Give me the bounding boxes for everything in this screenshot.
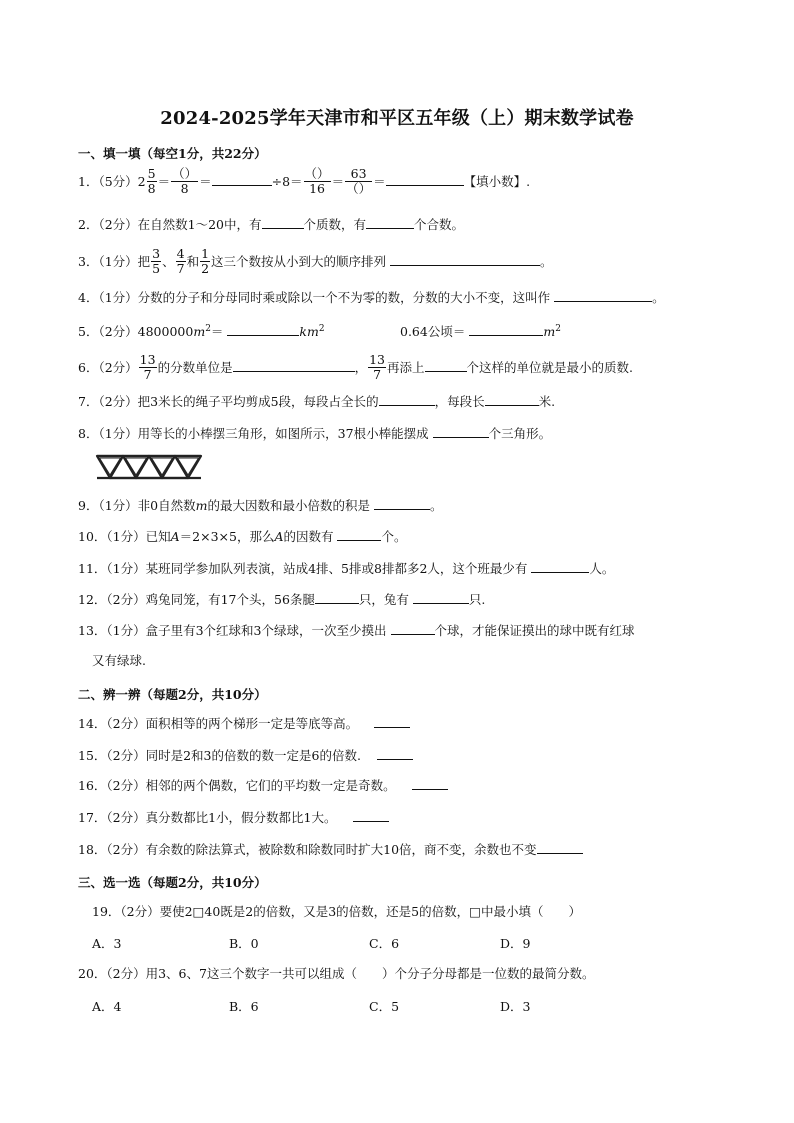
fraction: $\frac{13}{7}$ xyxy=(369,352,385,382)
option-b[interactable]: B．0 xyxy=(229,936,259,951)
question-10: 10．（1分）已知A＝2×3×5，那么A的因数有 个。 xyxy=(78,529,407,544)
question-20: 20．（2分）用3、6、7这三个数字一共可以组成（ ）个分子分母都是一位数的最简分数。 xyxy=(78,966,595,981)
answer-blank[interactable] xyxy=(353,809,389,822)
question-14: 14．（2分）面积相等的两个梯形一定是等底等高。 xyxy=(78,715,410,733)
section-heading-choose: 三、选一选（每题2分，共10分） xyxy=(78,875,267,890)
option-a[interactable]: A．3 xyxy=(92,936,122,951)
page-title: 2024-2025学年天津市和平区五年级（上）期末数学试卷 xyxy=(160,108,634,129)
fraction: $\frac{5}{8}$ xyxy=(147,166,156,196)
question-18: 18．（2分）有余数的除法算式，被除数和除数同时扩大10倍，商不变，余数也不变 xyxy=(78,841,583,859)
answer-blank[interactable] xyxy=(227,323,299,336)
answer-blank[interactable] xyxy=(469,323,543,336)
option-b[interactable]: B．6 xyxy=(229,999,259,1014)
question-4: 4．（1分）分数的分子和分母同时乘或除以一个不为零的数，分数的大小不变，这叫作 。 xyxy=(78,290,665,305)
answer-blank[interactable] xyxy=(233,359,355,372)
answer-blank[interactable] xyxy=(391,622,435,635)
answer-blank[interactable] xyxy=(366,216,414,229)
question-13: 13．（1分）盒子里有3个红球和3个绿球，一次至少摸出 个球，才能保证摸出的球中既有红球 xyxy=(78,623,635,638)
fraction: $\frac{()}{8}$ xyxy=(172,166,198,196)
answer-blank[interactable] xyxy=(531,560,589,573)
option-c[interactable]: C．6 xyxy=(369,936,400,951)
answer-blank[interactable] xyxy=(485,393,539,406)
answer-blank[interactable] xyxy=(212,173,272,186)
section-heading-judge: 二、辨一辨（每题2分，共10分） xyxy=(78,687,267,702)
question-2: 2．（2分）在自然数1～20中，有 个质数，有 个合数。 xyxy=(78,217,465,232)
answer-blank[interactable] xyxy=(412,777,448,790)
question-15: 15．（2分）同时是2和3的倍数的数一定是6的倍数. xyxy=(78,747,413,765)
answer-blank[interactable] xyxy=(262,216,304,229)
question-17: 17．（2分）真分数都比1小，假分数都比1大。 xyxy=(78,809,389,827)
answer-blank[interactable] xyxy=(377,747,413,760)
question-5-part-2: 0.64公顷＝ $m^2$ xyxy=(400,324,561,340)
answer-blank[interactable] xyxy=(390,253,540,266)
triangle-sticks-figure xyxy=(95,452,213,482)
question-7: 7．（2分）把3米长的绳子平均剪成5段，每段占全长的 ，每段长 米. xyxy=(78,394,556,409)
question-9: 9．（1分）非0自然数m的最大因数和最小倍数的积是 。 xyxy=(78,498,443,513)
question-3: 3．（1分）把 $\frac{3}{5}$ 、 $\frac{4}{7}$ 和 $\frac{1}{2}$ 这三个数按从小到大的顺序排列 。 xyxy=(78,246,553,276)
answer-blank[interactable] xyxy=(554,289,652,302)
answer-blank[interactable] xyxy=(413,591,469,604)
question-19: 19．（2分）要使2□40既是2的倍数，又是3的倍数，还是5的倍数，□中最小填（ ） xyxy=(92,904,581,919)
answer-blank[interactable] xyxy=(315,591,359,604)
fraction: $\frac{63}{()}$ xyxy=(346,166,372,196)
section-heading-fill: 一、填一填（每空1分，共22分） xyxy=(78,146,267,161)
fraction: $\frac{13}{7}$ xyxy=(139,352,156,382)
question-5: 5．（2分）$4800000m^2= km^2$ xyxy=(78,324,325,340)
option-d[interactable]: D．3 xyxy=(500,999,531,1014)
fraction: $\frac{3}{5}$ xyxy=(152,246,161,276)
answer-blank[interactable] xyxy=(433,425,489,438)
question-12: 12．（2分）鸡兔同笼，有17个头，56条腿 只，兔有 只. xyxy=(78,592,486,607)
fraction: $\frac{4}{7}$ xyxy=(176,246,185,276)
answer-blank[interactable] xyxy=(425,359,467,372)
option-d[interactable]: D．9 xyxy=(500,936,531,951)
answer-blank[interactable] xyxy=(386,173,464,186)
answer-blank[interactable] xyxy=(379,393,435,406)
question-8: 8．（1分）用等长的小棒摆三角形，如图所示，37根小棒能摆成 个三角形。 xyxy=(78,426,552,441)
question-6: 6．（2分） $\frac{13}{7}$ 的分数单位是 ， $\frac{13}{7}$ 再添上 个这样的单位就是最小的质数. xyxy=(78,352,633,382)
question-16: 16．（2分）相邻的两个偶数，它们的平均数一定是奇数。 xyxy=(78,777,448,795)
answer-blank[interactable] xyxy=(337,528,381,541)
answer-blank[interactable] xyxy=(374,497,430,510)
fraction: $\frac{()}{16}$ xyxy=(304,166,330,196)
answer-blank[interactable] xyxy=(374,715,410,728)
question-13-continued: 又有绿球. xyxy=(92,653,146,668)
question-1: 1．（5分）2 $\frac{5}{8}$ ＝ $\frac{()}{8}$ ＝ ÷8＝ $\frac{()}{16}$ ＝ $\frac{63}{()}$ ＝ 【填小数】. xyxy=(78,166,531,196)
question-11: 11．（1分）某班同学参加队列表演，站成4排、5排或8排都多2人，这个班最少有 人。 xyxy=(78,561,615,576)
fraction: $\frac{1}{2}$ xyxy=(201,246,210,276)
option-c[interactable]: C．5 xyxy=(369,999,400,1014)
answer-blank[interactable] xyxy=(537,841,583,854)
option-a[interactable]: A．4 xyxy=(92,999,122,1014)
